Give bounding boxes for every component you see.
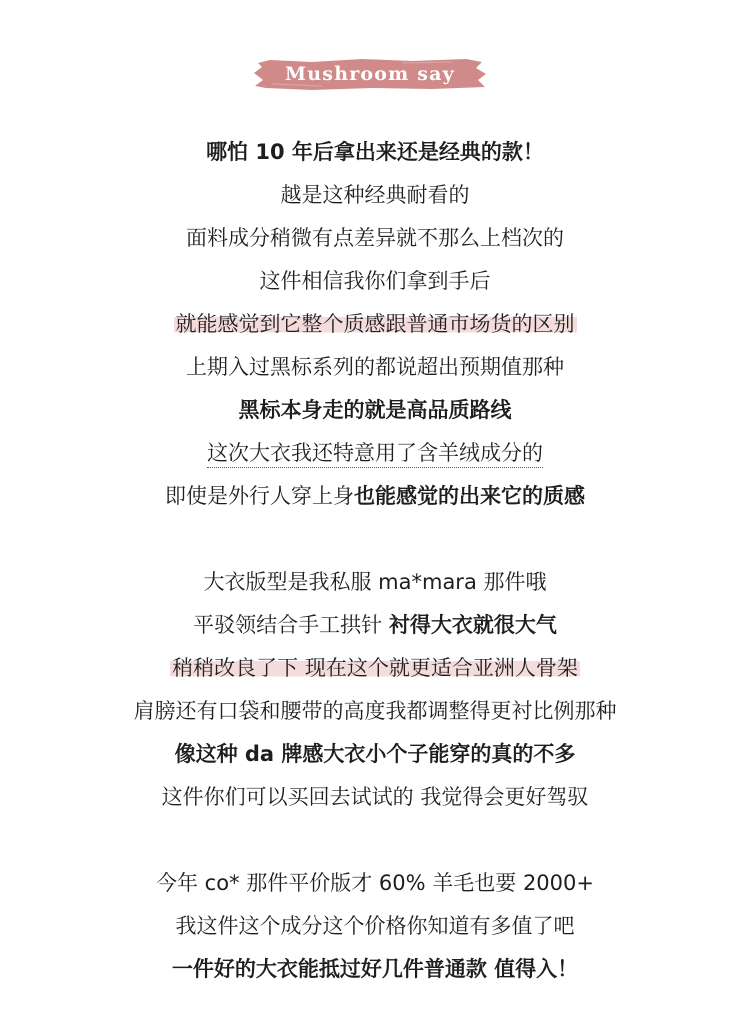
- text-line: [0, 432, 750, 475]
- article-body: [0, 131, 750, 991]
- paragraph-gap: [0, 819, 750, 862]
- body-text: 大衣版型是我私服 ma*mara 那件哦: [203, 570, 547, 594]
- section-banner: [252, 57, 488, 91]
- text-line: [0, 131, 750, 174]
- text-line: [0, 174, 750, 217]
- underlined-text: 这次大衣我还特意用了含羊绒成分的: [207, 441, 543, 468]
- emphasis-text: 黑标本身走的就是高品质路线: [238, 398, 512, 422]
- text-line: [0, 217, 750, 260]
- banner-title: Mushroom say: [285, 63, 455, 85]
- emphasis-text: 也能感觉的出来它的质感: [354, 484, 585, 508]
- body-text: 面料成分稍微有点差异就不那么上档次的: [186, 226, 564, 250]
- emphasis-text: 一件好的大衣能抵过好几件普通款 值得入！: [171, 957, 579, 981]
- text-line: [0, 733, 750, 776]
- paragraph-gap: [0, 518, 750, 561]
- emphasis-text: 哪怕 10 年后拿出来还是经典的款！: [206, 140, 544, 164]
- text-line: [0, 561, 750, 604]
- highlighted-text: 就能感觉到它整个质感跟普通市场货的区别: [175, 312, 575, 336]
- text-line: [0, 948, 750, 991]
- text-line: [0, 776, 750, 819]
- text-line: [0, 389, 750, 432]
- text-line: [0, 303, 750, 346]
- text-line: [0, 260, 750, 303]
- body-text: 上期入过黑标系列的都说超出预期值那种: [186, 355, 564, 379]
- text-line: [0, 647, 750, 690]
- text-line: [0, 604, 750, 647]
- body-text: 我这件这个成分这个价格你知道有多值了吧: [175, 914, 575, 938]
- text-line: [0, 475, 750, 518]
- body-text: 即使是外行人穿上身: [165, 484, 354, 508]
- body-text: 肩膀还有口袋和腰带的高度我都调整得更衬比例那种: [133, 699, 617, 723]
- text-line: [0, 346, 750, 389]
- text-line: [0, 690, 750, 733]
- emphasis-text: 像这种 da 牌感大衣小个子能穿的真的不多: [174, 742, 576, 766]
- text-line: [0, 905, 750, 948]
- highlighted-text: 稍稍改良了下 现在这个就更适合亚洲人骨架: [172, 656, 578, 680]
- body-text: 这件相信我你们拿到手后: [259, 269, 491, 293]
- body-text: 这件你们可以买回去试试的 我觉得会更好驾驭: [161, 785, 589, 809]
- body-text: 越是这种经典耐看的: [280, 183, 470, 207]
- body-text: 平驳领结合手工拱针: [193, 613, 389, 637]
- body-text: 今年 co* 那件平价版才 60% 羊毛也要 2000+: [156, 871, 594, 895]
- emphasis-text: 衬得大衣就很大气: [388, 613, 557, 637]
- text-line: [0, 862, 750, 905]
